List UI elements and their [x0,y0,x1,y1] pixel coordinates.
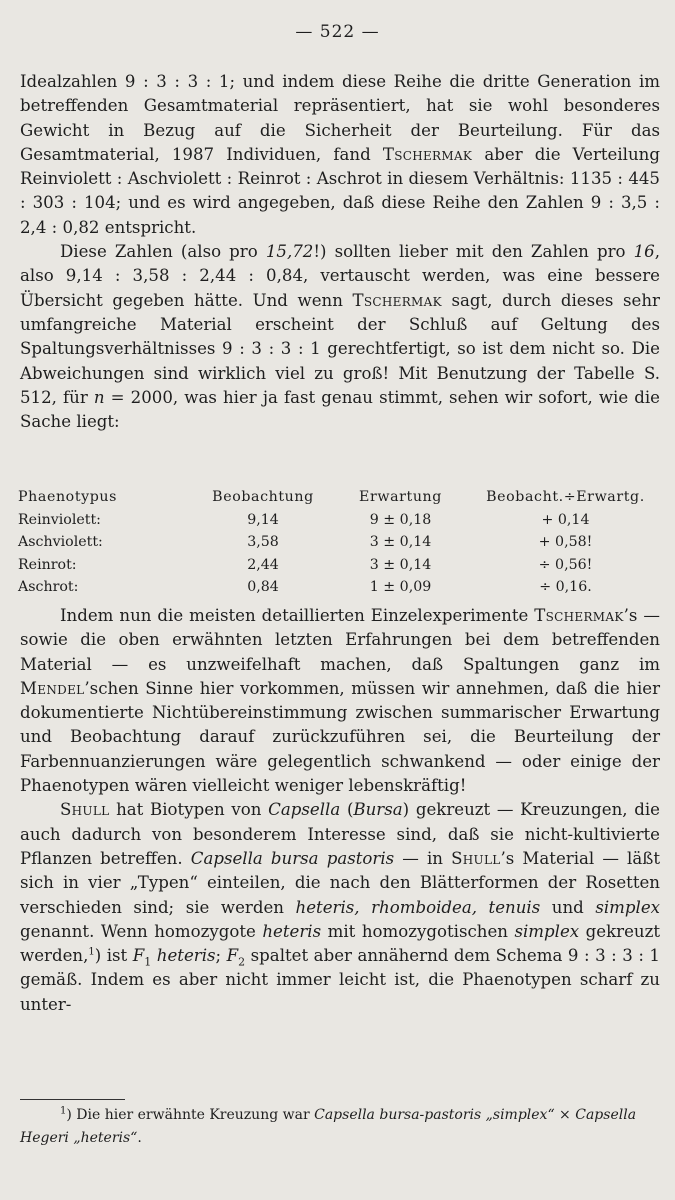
type-name: heteris [262,921,322,941]
text-run: Idealzahlen 9 : 3 : 3 : 1; und indem diese Reihe die dritte Generation im betreffenden Gesamtmaterial repräsentiert, hat sie wohl besonderes Gewicht in Bezug auf die Sicherheit der Beurteilung. Für das Gesamtmaterial, 1987 Individuen, fand [20,72,660,164]
table-cell: 3 ± 0,14 [369,534,432,551]
type-name: simplex [595,897,660,917]
text-run: ) Die hier erwähnte Kreuzung war [66,1107,315,1123]
author-name: Shull [451,848,501,868]
table-cell: ÷ 0,56! [538,556,593,573]
text-run: gekreuzt werden, [20,921,661,966]
italic-number: 16 [633,242,655,262]
generation-index: 2 [238,955,246,969]
type-name: heteris [151,946,216,966]
text-run: !) sollten lieber mit den Zahlen pro [313,242,634,262]
table-cell: + 0,14 [541,511,590,528]
text-run: ( [340,800,354,820]
table-row [18,576,668,599]
table-header: Beobachtung [212,489,314,505]
text-run: ’s Material — läßt sich in vier „Typen“ einteilen, die nach den Blätterformen der Rosetten verschieden sind; sie werden [20,848,660,917]
table-row [18,554,668,577]
text-run: × [554,1107,576,1123]
table-row [18,509,668,532]
table-cell: 3,58 [247,534,279,551]
text-run: und [540,897,596,917]
table-cell: 1 ± 0,09 [369,579,432,596]
author-name: Shull [60,800,110,820]
text-run: = 2000, was hier ja fast genau stimmt, sehen wir sofort, wie die Sache liegt: [20,387,660,432]
phenotype-table [18,486,668,599]
text-run: ) gekreuzt — Kreuzungen, die auch dadurch von besonderem Interesse sind, daß sie nicht-kultivierte Pflanzen betreffen. [20,800,660,868]
table-header-row [18,486,668,509]
table-cell: 3 ± 0,14 [369,556,432,573]
species-name: Capsella bursa pastoris [190,848,395,868]
text-run: genannt. Wenn homozygote [20,921,263,941]
species-name: Bursa [353,800,403,820]
table-header: Beobacht.÷Erwartg. [486,489,645,505]
table-cell: + 0,58! [538,534,593,551]
text-run: Indem nun die meisten detaillierten Einzelexperimente [60,606,535,625]
page-number: — 522 — [295,22,380,42]
text-run: Diese Zahlen (also pro [60,242,266,262]
text-run: . [137,1130,142,1146]
paragraph-2 [20,240,660,434]
body-text-lower [20,604,660,1017]
paragraph-3 [20,604,660,798]
body-text-upper [20,70,660,434]
text-run: , also 9,14 : 3,58 : 2,44 : 0,84, vertauscht werden, was eine bessere Übersicht gegeben hätte. Und wenn [20,242,661,310]
table-cell: 9,14 [247,511,279,528]
author-name: Tschermak [382,144,473,164]
table-row [18,531,668,554]
species-name: Capsella [268,800,341,820]
species-name: Capsella bursa-pastoris „simplex“ [314,1107,555,1123]
text-run: ’s — sowie die oben erwähnten letzten Erfahrungen bei dem betreffenden Material — es unzweifelhaft machen, daß Spaltungen ganz im [20,606,660,674]
table-cell: 9 ± 0,18 [369,511,432,528]
footnote-marker: 1 [88,946,95,958]
table-cell: 2,44 [247,556,279,573]
generation-symbol: F [132,946,145,966]
table-cell: Reinviolett: [18,511,101,528]
type-names: heteris, rhomboidea, tenuis [295,897,541,917]
table-cell: Aschrot: [18,579,79,596]
species-name: Capsella Hegeri „heteris“ [20,1107,637,1146]
table-cell: Reinrot: [18,556,77,573]
table-cell: Aschviolett: [18,534,103,551]
table-header: Phaenotypus [18,489,118,505]
footnote-divider [20,1099,125,1100]
table-cell: 0,84 [247,579,279,596]
paragraph-1 [20,70,660,240]
text-run: hat Biotypen von [109,800,269,820]
text-run: ; [215,946,227,966]
table-cell: ÷ 0,16. [539,579,592,596]
footnote-marker: 1 [60,1105,67,1117]
type-name: simplex [514,921,580,941]
footnote [20,1104,660,1150]
table-header: Erwartung [359,489,442,505]
text-run: mit homozygotischen [321,921,515,941]
text-run: aber die Verteilung Reinviolett : Aschviolett : Reinrot : Aschrot in diesem Verhältnis: 1135 : 445 : 303 : 104; und es wird angegeben, daß diese Reihe den Zahlen 9 : 3,5 : 2,4 : 0,82 entspricht. [20,144,660,237]
author-name: Tschermak [352,290,442,310]
text-run: sagt, durch dieses sehr umfangreiche Material erscheint der Schluß auf Geltung des Spaltungsverhältnisses 9 : 3 : 3 : 1 gerechtfertigt, so ist dem nicht so. Die Abweichungen sind wirklich viel zu groß! Mit Benutzung der Tabelle S. 512, für [20,290,660,407]
text-run: ’schen Sinne hier vorkommen, müssen wir annehmen, daß die hier dokumentierte Nichtübereinstimmung zwischen summarischer Erwartung und Beobachtung darauf zurückzuführen sei, die Beurteilung der Farbennuanzierungen wäre gelegentlich schwankend — oder einige der Phaenotypen wären vielleicht weniger lebenskräftig! [20,678,660,796]
text-run: — in [394,848,452,868]
generation-index: 1 [144,955,152,969]
italic-number: 15,72 [265,242,314,262]
text-run: ) ist [94,946,133,966]
text-run: spaltet aber annähernd dem Schema 9 : 3 : 3 : 1 gemäß. Indem es aber nicht immer leicht ist, die Phaenotypen scharf zu unter- [20,946,660,1014]
paragraph-4 [20,798,660,1017]
generation-symbol: F [226,946,239,966]
math-variable: n [93,387,105,407]
author-name: Mendel [20,678,85,698]
author-name: Tschermak [534,606,624,625]
